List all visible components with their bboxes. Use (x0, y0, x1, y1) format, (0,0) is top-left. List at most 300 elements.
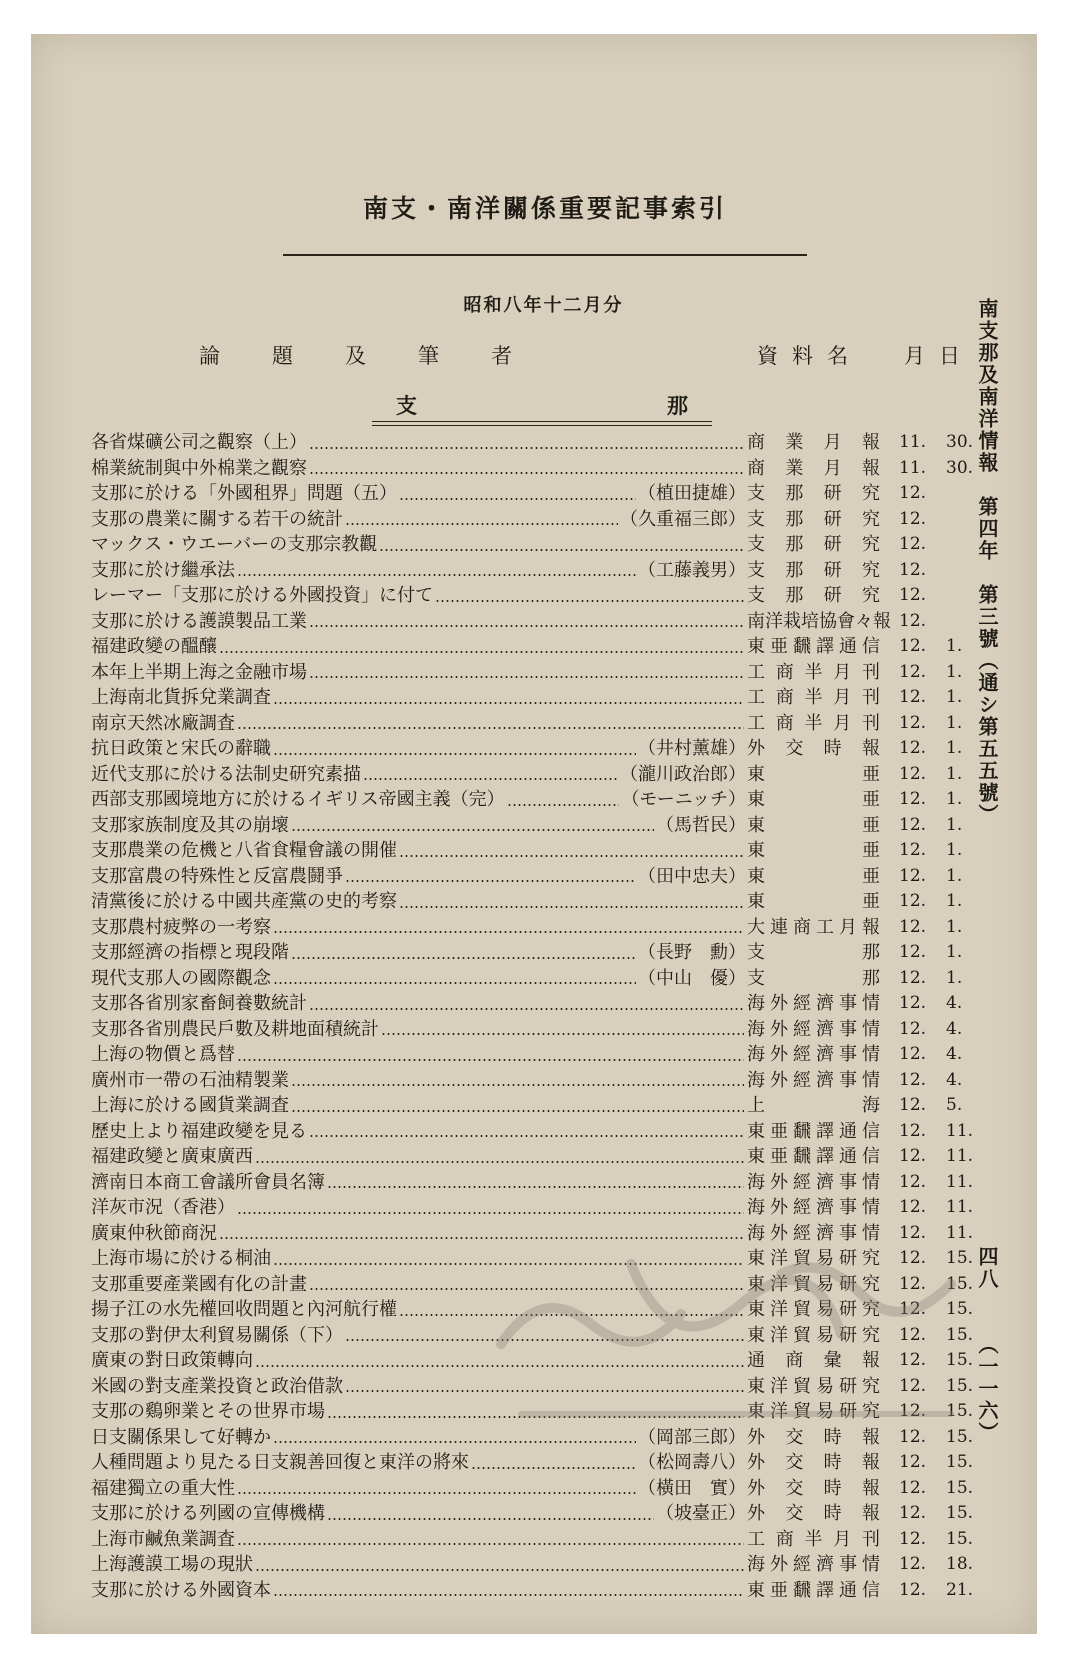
side-journal-title: 南支那及南洋情報 (975, 298, 999, 474)
row-month: 12. (899, 967, 927, 988)
row-month: 12. (899, 1197, 927, 1217)
leader-dots (237, 727, 744, 729)
index-row (91, 1195, 991, 1221)
row-topic: 福建獨立の重大性 (91, 1477, 235, 1499)
row-month: 12. (899, 1579, 927, 1600)
row-source: 東亜飜譯通信 (747, 1579, 880, 1601)
row-topic-cell (91, 1042, 746, 1068)
row-source: 支那研究 (747, 534, 880, 555)
row-source: 東洋貿易研究 (747, 1401, 880, 1422)
row-day: 4. (946, 993, 963, 1013)
column-header-source: 資料名 (757, 344, 862, 368)
row-topic: 上海に於ける國貨業調査 (91, 1095, 289, 1116)
index-row (91, 1552, 991, 1578)
leader-dots (291, 1110, 744, 1112)
row-topic-cell (91, 1068, 746, 1094)
index-row (91, 762, 991, 788)
row-day: 1. (946, 789, 963, 809)
index-row (91, 838, 991, 864)
row-source: 東洋貿易研究 (747, 1273, 880, 1295)
row-day: 1. (946, 967, 963, 988)
row-topic-cell (91, 838, 746, 864)
row-source: 外交時報 (747, 1477, 880, 1499)
row-day: 1. (946, 865, 963, 886)
row-day: 11. (946, 1120, 974, 1141)
row-source: 支那研究 (747, 483, 880, 504)
row-author: （瀧川政治郎） (620, 763, 746, 785)
row-topic: 支那に於ける護謨製品工業 (91, 610, 307, 632)
page-title: 南支・南洋關係重要記事索引 (362, 194, 727, 223)
row-day: 1. (946, 661, 963, 682)
row-day: 15. (946, 1452, 974, 1472)
index-row (91, 711, 991, 737)
row-month: 12. (899, 738, 927, 758)
row-month: 12. (899, 789, 927, 809)
row-day: 21. (946, 1579, 974, 1600)
row-topic: 支那各省別農民戶數及耕地面積統計 (91, 1018, 379, 1040)
row-topic-cell (91, 1144, 746, 1170)
leader-dots (237, 574, 636, 576)
row-day: 1. (946, 636, 963, 656)
row-author: （井村薰雄） (638, 738, 746, 759)
row-topic: 支那各省別家畜飼養數統計 (91, 993, 307, 1014)
row-month: 12. (899, 891, 927, 911)
index-row (91, 915, 991, 941)
row-topic-cell (91, 736, 746, 762)
index-row (91, 507, 991, 533)
index-row (91, 787, 991, 813)
row-month: 12. (899, 1554, 927, 1574)
row-topic-cell (91, 430, 746, 456)
row-day: 11. (946, 1146, 974, 1166)
row-day: 15. (946, 1248, 974, 1268)
row-source: 東洋貿易研究 (747, 1324, 880, 1346)
row-topic: 棉業統制與中外棉業之觀察 (91, 457, 307, 479)
row-month: 12. (899, 585, 927, 605)
row-day: 15. (946, 1401, 974, 1421)
row-topic-cell (91, 966, 746, 992)
row-source: 東洋貿易研究 (747, 1299, 880, 1320)
row-month: 12. (899, 636, 927, 656)
row-source: 海外經濟事情 (747, 993, 880, 1014)
leader-dots (309, 625, 744, 627)
row-source: 大連商工月報 (747, 916, 880, 938)
row-topic: 清黨後に於ける中國共產黨の史的考察 (91, 891, 397, 912)
leader-dots (273, 1594, 744, 1596)
row-topic: 支那重要產業國有化の計畫 (91, 1273, 307, 1295)
row-month: 12. (899, 661, 927, 682)
leader-dots (273, 702, 744, 704)
row-month: 12. (899, 1375, 927, 1396)
row-topic-cell (91, 762, 746, 788)
row-day: 15. (946, 1503, 974, 1523)
index-row (91, 685, 991, 711)
row-month: 12. (899, 508, 927, 529)
section-underline (372, 421, 712, 426)
row-topic-cell (91, 787, 746, 813)
row-day: 1. (946, 942, 963, 962)
row-author: （岡部三郎） (638, 1426, 746, 1448)
leader-dots (309, 676, 744, 678)
row-topic-cell (91, 1476, 746, 1502)
side-page-number: 四八 (975, 1246, 999, 1290)
row-topic: 廣州市一帶の石油精製業 (91, 1069, 289, 1091)
leader-dots (507, 804, 620, 806)
index-row (91, 660, 991, 686)
leader-dots (237, 1059, 744, 1061)
row-month: 12. (899, 814, 927, 835)
index-row (91, 1119, 991, 1145)
leader-dots (309, 1008, 744, 1010)
leader-dots (309, 472, 744, 474)
row-topic: 抗日政策と宋氏の辭職 (91, 738, 271, 759)
row-source: 海外經濟事情 (747, 1554, 880, 1575)
column-header-date: 月日 (904, 344, 974, 368)
row-topic: 米國の對支產業投資と政治借款 (91, 1375, 343, 1397)
row-month: 12. (899, 1222, 927, 1243)
row-author: （馬哲民） (656, 814, 746, 836)
row-topic-cell (91, 813, 746, 839)
row-month: 12. (899, 1299, 927, 1319)
leader-dots (237, 1543, 744, 1545)
row-month: 12. (899, 687, 927, 707)
leader-dots (363, 778, 618, 780)
row-month: 12. (899, 763, 927, 784)
row-author: （坡臺正） (656, 1503, 746, 1524)
row-topic-cell (91, 456, 746, 482)
row-source: 工商半月刊 (747, 1528, 880, 1550)
row-source: 通商彙報 (747, 1350, 880, 1371)
row-month: 11. (899, 457, 927, 478)
row-topic: 支那の農業に關する若干の統計 (91, 508, 343, 530)
leader-dots (255, 1569, 744, 1571)
row-source: 東洋貿易研究 (747, 1375, 880, 1397)
row-source: 支那研究 (747, 585, 880, 606)
row-source: 南洋栽培協會々報 (747, 610, 891, 632)
leader-dots (399, 498, 636, 500)
row-source: 外交時報 (747, 1503, 880, 1524)
column-header-topic: 論題及筆者 (199, 344, 564, 368)
leader-dots (291, 829, 654, 831)
row-source: 支那研究 (747, 559, 880, 581)
row-month: 12. (899, 1095, 927, 1115)
row-topic-cell (91, 1195, 746, 1221)
row-author: （久重福三郎） (620, 508, 746, 530)
leader-dots (219, 651, 744, 653)
index-row (91, 991, 991, 1017)
leader-dots (345, 523, 618, 525)
row-topic-cell (91, 660, 746, 686)
row-day: 15. (946, 1324, 974, 1345)
row-topic-cell (91, 1093, 746, 1119)
row-month: 12. (899, 865, 927, 886)
row-month: 12. (899, 483, 927, 503)
row-day: 4. (946, 1069, 963, 1090)
row-topic-cell (91, 1552, 746, 1578)
row-topic: 南京天然冰廠調査 (91, 712, 235, 734)
row-author: （中山 優） (638, 967, 746, 989)
page-subtitle: 昭和八年十二月分 (463, 295, 624, 316)
row-topic-cell (91, 507, 746, 533)
row-topic: 各省煤礦公司之觀察（上） (91, 432, 307, 453)
index-row (91, 1144, 991, 1170)
index-row (91, 532, 991, 558)
row-topic-cell (91, 634, 746, 660)
leader-dots (379, 549, 744, 551)
row-source: 海外經濟事情 (747, 1044, 880, 1065)
index-row (91, 1042, 991, 1068)
row-day: 15. (946, 1273, 974, 1294)
row-source: 東亜飜譯通信 (747, 636, 880, 657)
row-month: 12. (899, 610, 927, 631)
row-day: 18. (946, 1554, 974, 1574)
row-topic: 支那に於け繼承法 (91, 559, 235, 581)
index-row (91, 481, 991, 507)
section-heading-right: 那 (667, 393, 688, 418)
row-topic: 上海南北貨拆兌業調査 (91, 687, 271, 708)
side-original-page: （一一六） (975, 1334, 999, 1444)
row-topic-cell (91, 1170, 746, 1196)
row-topic: 上海護謨工場の現狀 (91, 1554, 253, 1575)
row-source: 外交時報 (747, 738, 880, 759)
row-month: 12. (899, 1452, 927, 1472)
library-watermark (481, 1224, 1001, 1444)
row-source: 東亜 (747, 814, 880, 836)
row-topic: 揚子江の水先權回收問題と內河航行權 (91, 1299, 397, 1320)
leader-dots (237, 1492, 636, 1494)
section-heading (372, 390, 712, 420)
row-author: （モーニッチ） (621, 789, 746, 810)
row-topic: 廣東の對日政策轉向 (91, 1350, 253, 1371)
row-day: 11. (946, 1171, 974, 1192)
section-heading-left: 支 (396, 393, 417, 418)
index-row (91, 1068, 991, 1094)
leader-dots (435, 600, 744, 602)
leader-dots (399, 855, 744, 857)
row-source: 海外經濟事情 (747, 1018, 880, 1040)
row-topic-cell (91, 1119, 746, 1145)
row-topic-cell (91, 889, 746, 915)
leader-dots (273, 753, 636, 755)
row-topic: 上海市場に於ける桐油 (91, 1248, 271, 1269)
row-month: 12. (899, 1069, 927, 1090)
row-source: 商業月報 (747, 432, 880, 453)
index-row (91, 940, 991, 966)
row-day: 1. (946, 712, 963, 733)
row-author: （橫田 實） (638, 1477, 746, 1499)
row-day: 15. (946, 1299, 974, 1319)
index-row (91, 558, 991, 584)
row-day: 30. (946, 457, 974, 478)
row-month: 12. (899, 534, 927, 554)
row-topic-cell (91, 558, 746, 584)
row-month: 12. (899, 1477, 927, 1498)
row-day: 11. (946, 1197, 974, 1217)
index-row (91, 1527, 991, 1553)
side-issue-number: 第四年 第三號（通シ第五五號） (975, 496, 999, 826)
index-row (91, 1578, 991, 1604)
row-source: 海外經濟事情 (747, 1197, 880, 1218)
row-day: 15. (946, 1350, 974, 1370)
row-day: 1. (946, 738, 963, 758)
row-source: 支那 (747, 942, 880, 963)
row-topic: 支那經濟の指標と現段階 (91, 942, 289, 963)
row-source: 外交時報 (747, 1426, 880, 1448)
row-day: 15. (946, 1426, 974, 1447)
row-topic-cell (91, 1017, 746, 1043)
leader-dots (291, 957, 636, 959)
row-month: 12. (899, 916, 927, 937)
row-source: 東亜 (747, 840, 880, 861)
row-month: 12. (899, 1426, 927, 1447)
row-month: 12. (899, 1350, 927, 1370)
row-topic-cell (91, 711, 746, 737)
row-source: 海外經濟事情 (747, 1171, 880, 1193)
row-topic: 支那農村疲弊の一考察 (91, 916, 271, 938)
row-topic: 歷史上より福建政變を見る (91, 1120, 307, 1142)
row-topic: 支那富農の特殊性と反富農鬪爭 (91, 865, 343, 887)
row-month: 11. (899, 432, 927, 452)
leader-dots (273, 931, 744, 933)
row-month: 12. (899, 1503, 927, 1523)
row-topic-cell (91, 583, 746, 609)
leader-dots (399, 906, 744, 908)
row-topic: 支那家族制度及其の崩壞 (91, 814, 289, 836)
leader-dots (255, 1161, 744, 1163)
index-row (91, 634, 991, 660)
row-topic: 上海の物價と爲替 (91, 1044, 235, 1065)
row-source: 工商半月刊 (747, 661, 880, 683)
row-month: 12. (899, 1401, 927, 1421)
row-source: 外交時報 (747, 1452, 880, 1473)
row-source: 商業月報 (747, 457, 880, 479)
row-month: 12. (899, 1324, 927, 1345)
row-day: 15. (946, 1375, 974, 1396)
row-topic: 西部支那國境地方に於けるイギリス帝國主義（完） (91, 789, 505, 810)
row-topic: 近代支那に於ける法制史研究素描 (91, 763, 361, 785)
index-row (91, 966, 991, 992)
row-month: 12. (899, 712, 927, 733)
row-topic: 支那の對伊太利貿易關係（下） (91, 1324, 343, 1346)
row-month: 12. (899, 1528, 927, 1549)
row-topic-cell (91, 864, 746, 890)
row-topic: レーマー「支那に於ける外國投資」に付て (91, 585, 433, 606)
index-row (91, 1017, 991, 1043)
row-topic-cell (91, 1501, 746, 1527)
row-author: （田中忠夫） (638, 865, 746, 887)
row-topic: 本年上半期上海之金融市場 (91, 661, 307, 683)
row-author: （松岡壽八） (638, 1452, 746, 1473)
leader-dots (237, 1212, 744, 1214)
row-source: 東亜 (747, 891, 880, 912)
row-source: 東亜 (747, 763, 880, 785)
row-topic: 支那農業の危機と八省食糧會議の開催 (91, 840, 397, 861)
row-month: 12. (899, 1146, 927, 1166)
row-topic: 福建政變の醞釀 (91, 636, 217, 657)
row-month: 12. (899, 1171, 927, 1192)
row-topic-cell (91, 609, 746, 635)
row-topic: 現代支那人の國際觀念 (91, 967, 271, 989)
row-month: 12. (899, 1120, 927, 1141)
row-topic: 日支關係果して好轉か (91, 1426, 271, 1448)
row-day: 1. (946, 916, 963, 937)
row-topic: 福建政變と廣東廣西 (91, 1146, 253, 1167)
index-row (91, 736, 991, 762)
row-source: 上海 (747, 1095, 880, 1116)
row-day: 30. (946, 432, 974, 452)
row-source: 東亜飜譯通信 (747, 1120, 880, 1142)
leader-dots (273, 982, 636, 984)
row-topic-cell (91, 532, 746, 558)
leader-dots (381, 1033, 744, 1035)
row-day: 4. (946, 1018, 963, 1039)
row-month: 12. (899, 1273, 927, 1294)
row-topic-cell (91, 481, 746, 507)
leader-dots (309, 447, 744, 449)
row-source: 工商半月刊 (747, 712, 880, 734)
row-month: 12. (899, 559, 927, 580)
row-topic: 上海市鹹魚業調査 (91, 1528, 235, 1550)
row-topic-cell (91, 1578, 746, 1604)
row-month: 12. (899, 840, 927, 860)
leader-dots (345, 880, 636, 882)
row-topic: 洋灰市況（香港） (91, 1197, 235, 1218)
row-month: 12. (899, 942, 927, 962)
row-day: 1. (946, 814, 963, 835)
row-source: 工商半月刊 (747, 687, 880, 708)
row-topic: 支那の鷄卵業とその世界市場 (91, 1401, 325, 1422)
row-day: 1. (946, 891, 963, 911)
row-day: 15. (946, 1477, 974, 1498)
leader-dots (291, 1084, 744, 1086)
row-topic: 支那に於ける外國資本 (91, 1579, 271, 1601)
index-row (91, 609, 991, 635)
row-month: 12. (899, 993, 927, 1013)
row-topic: 人種問題より見たる日支親善回復と東洋の將來 (91, 1452, 469, 1473)
index-row (91, 456, 991, 482)
row-month: 12. (899, 1248, 927, 1268)
title-underline (283, 254, 807, 256)
row-month: 12. (899, 1044, 927, 1064)
row-day: 4. (946, 1044, 963, 1064)
row-day: 1. (946, 763, 963, 784)
row-source: 海外經濟事情 (747, 1069, 880, 1091)
row-day: 15. (946, 1528, 974, 1549)
row-author: （長野 勳） (638, 942, 746, 963)
index-row (91, 864, 991, 890)
row-month: 12. (899, 1018, 927, 1039)
row-topic-cell (91, 1450, 746, 1476)
index-row (91, 583, 991, 609)
leader-dots (327, 1518, 654, 1520)
document-page (31, 34, 1037, 1634)
row-source: 東洋貿易研究 (747, 1248, 880, 1269)
row-day: 1. (946, 840, 963, 860)
row-topic: マックス・ウエーバーの支那宗教觀 (91, 534, 378, 555)
row-topic: 廣東仲秋節商況 (91, 1222, 217, 1244)
leader-dots (327, 1186, 744, 1188)
index-row (91, 1501, 991, 1527)
row-topic-cell (91, 915, 746, 941)
index-row (91, 430, 991, 456)
row-source: 東亜 (747, 789, 880, 810)
row-topic: 支那に於ける「外國租界」問題（五） (91, 483, 397, 504)
index-row (91, 1093, 991, 1119)
row-day: 1. (946, 687, 963, 707)
index-row (91, 1476, 991, 1502)
index-row (91, 813, 991, 839)
row-source: 支那 (747, 967, 880, 989)
